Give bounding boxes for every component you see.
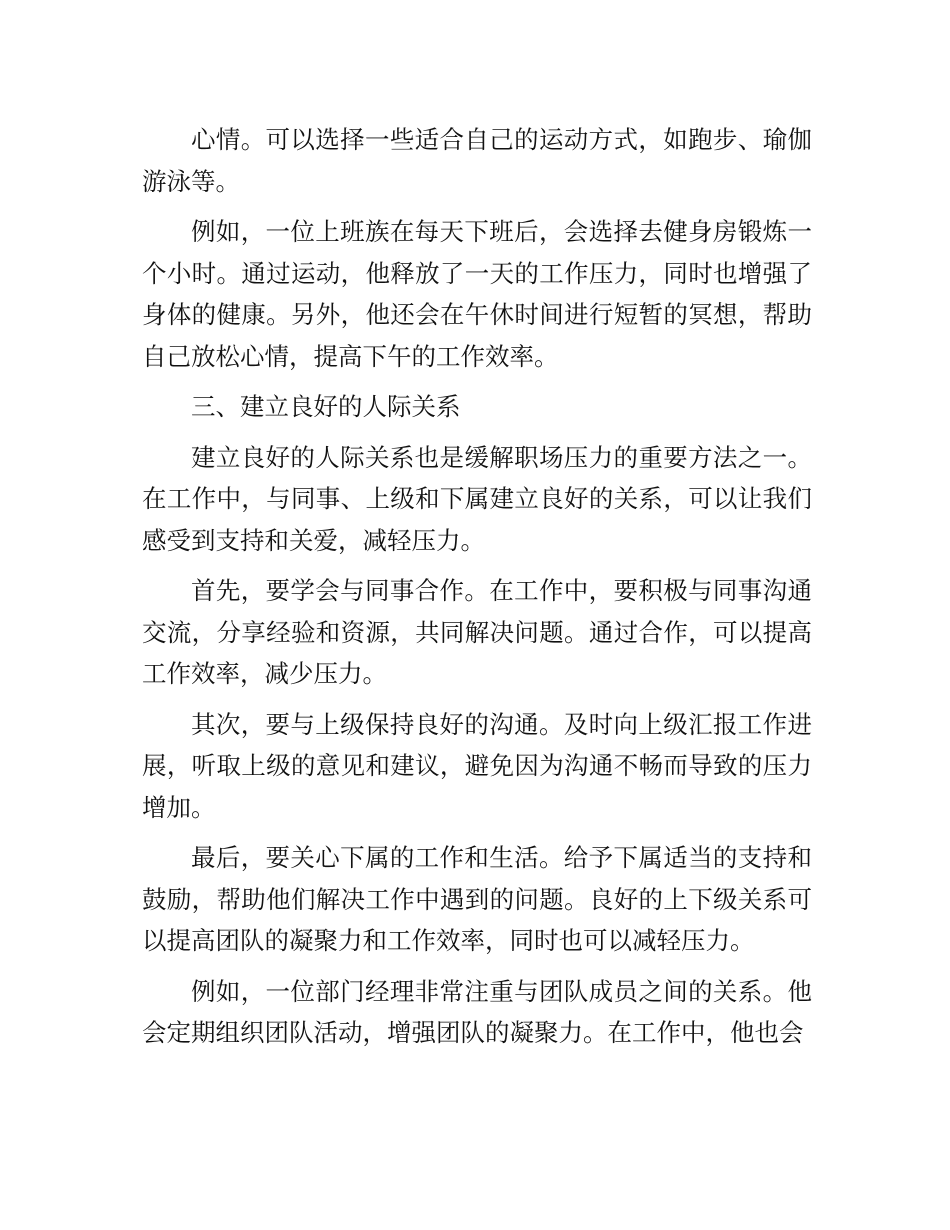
paragraph-office-worker-example: 例如，一位上班族在每天下班后，会选择去健身房锻炼一个小时。通过运动，他释放了一天的工作压力，同时也增强了身体的健康。另外，他还会在午休时间进行短暂的冥想，帮助自己放松心情，提高下午的工作效率。 — [142, 217, 812, 371]
paragraph-manager-example: 例如，一位部门经理非常注重与团队成员之间的关系。他会定期组织团队活动，增强团队的凝聚力。在工作中，他也会 — [142, 976, 812, 1047]
paragraph-superior-communication: 其次，要与上级保持良好的沟通。及时向上级汇报工作进展，听取上级的意见和建议，避免因为沟通不畅而导致的压力增加。 — [142, 709, 812, 822]
document-body — [142, 119, 812, 1063]
section-heading-relationships: 三、建立良好的人际关系 — [191, 392, 461, 421]
paragraph-relationships-intro: 建立良好的人际关系也是缓解职场压力的重要方法之一。在工作中，与同事、上级和下属建立良好的关系，可以让我们感受到支持和关爱，减轻压力。 — [142, 442, 812, 555]
paragraph-colleague-cooperation: 首先，要学会与同事合作。在工作中，要积极与同事沟通交流，分享经验和资源，共同解决问题。通过合作，可以提高工作效率，减少压力。 — [142, 576, 812, 688]
paragraph-care-subordinates: 最后，要关心下属的工作和生活。给予下属适当的支持和鼓励，帮助他们解决工作中遇到的问题。良好的上下级关系可以提高团队的凝聚力和工作效率，同时也可以减轻压力。 — [142, 843, 812, 955]
paragraph-continued-exercise: 心情。可以选择一些适合自己的运动方式，如跑步、瑜伽游泳等。 — [142, 125, 812, 196]
